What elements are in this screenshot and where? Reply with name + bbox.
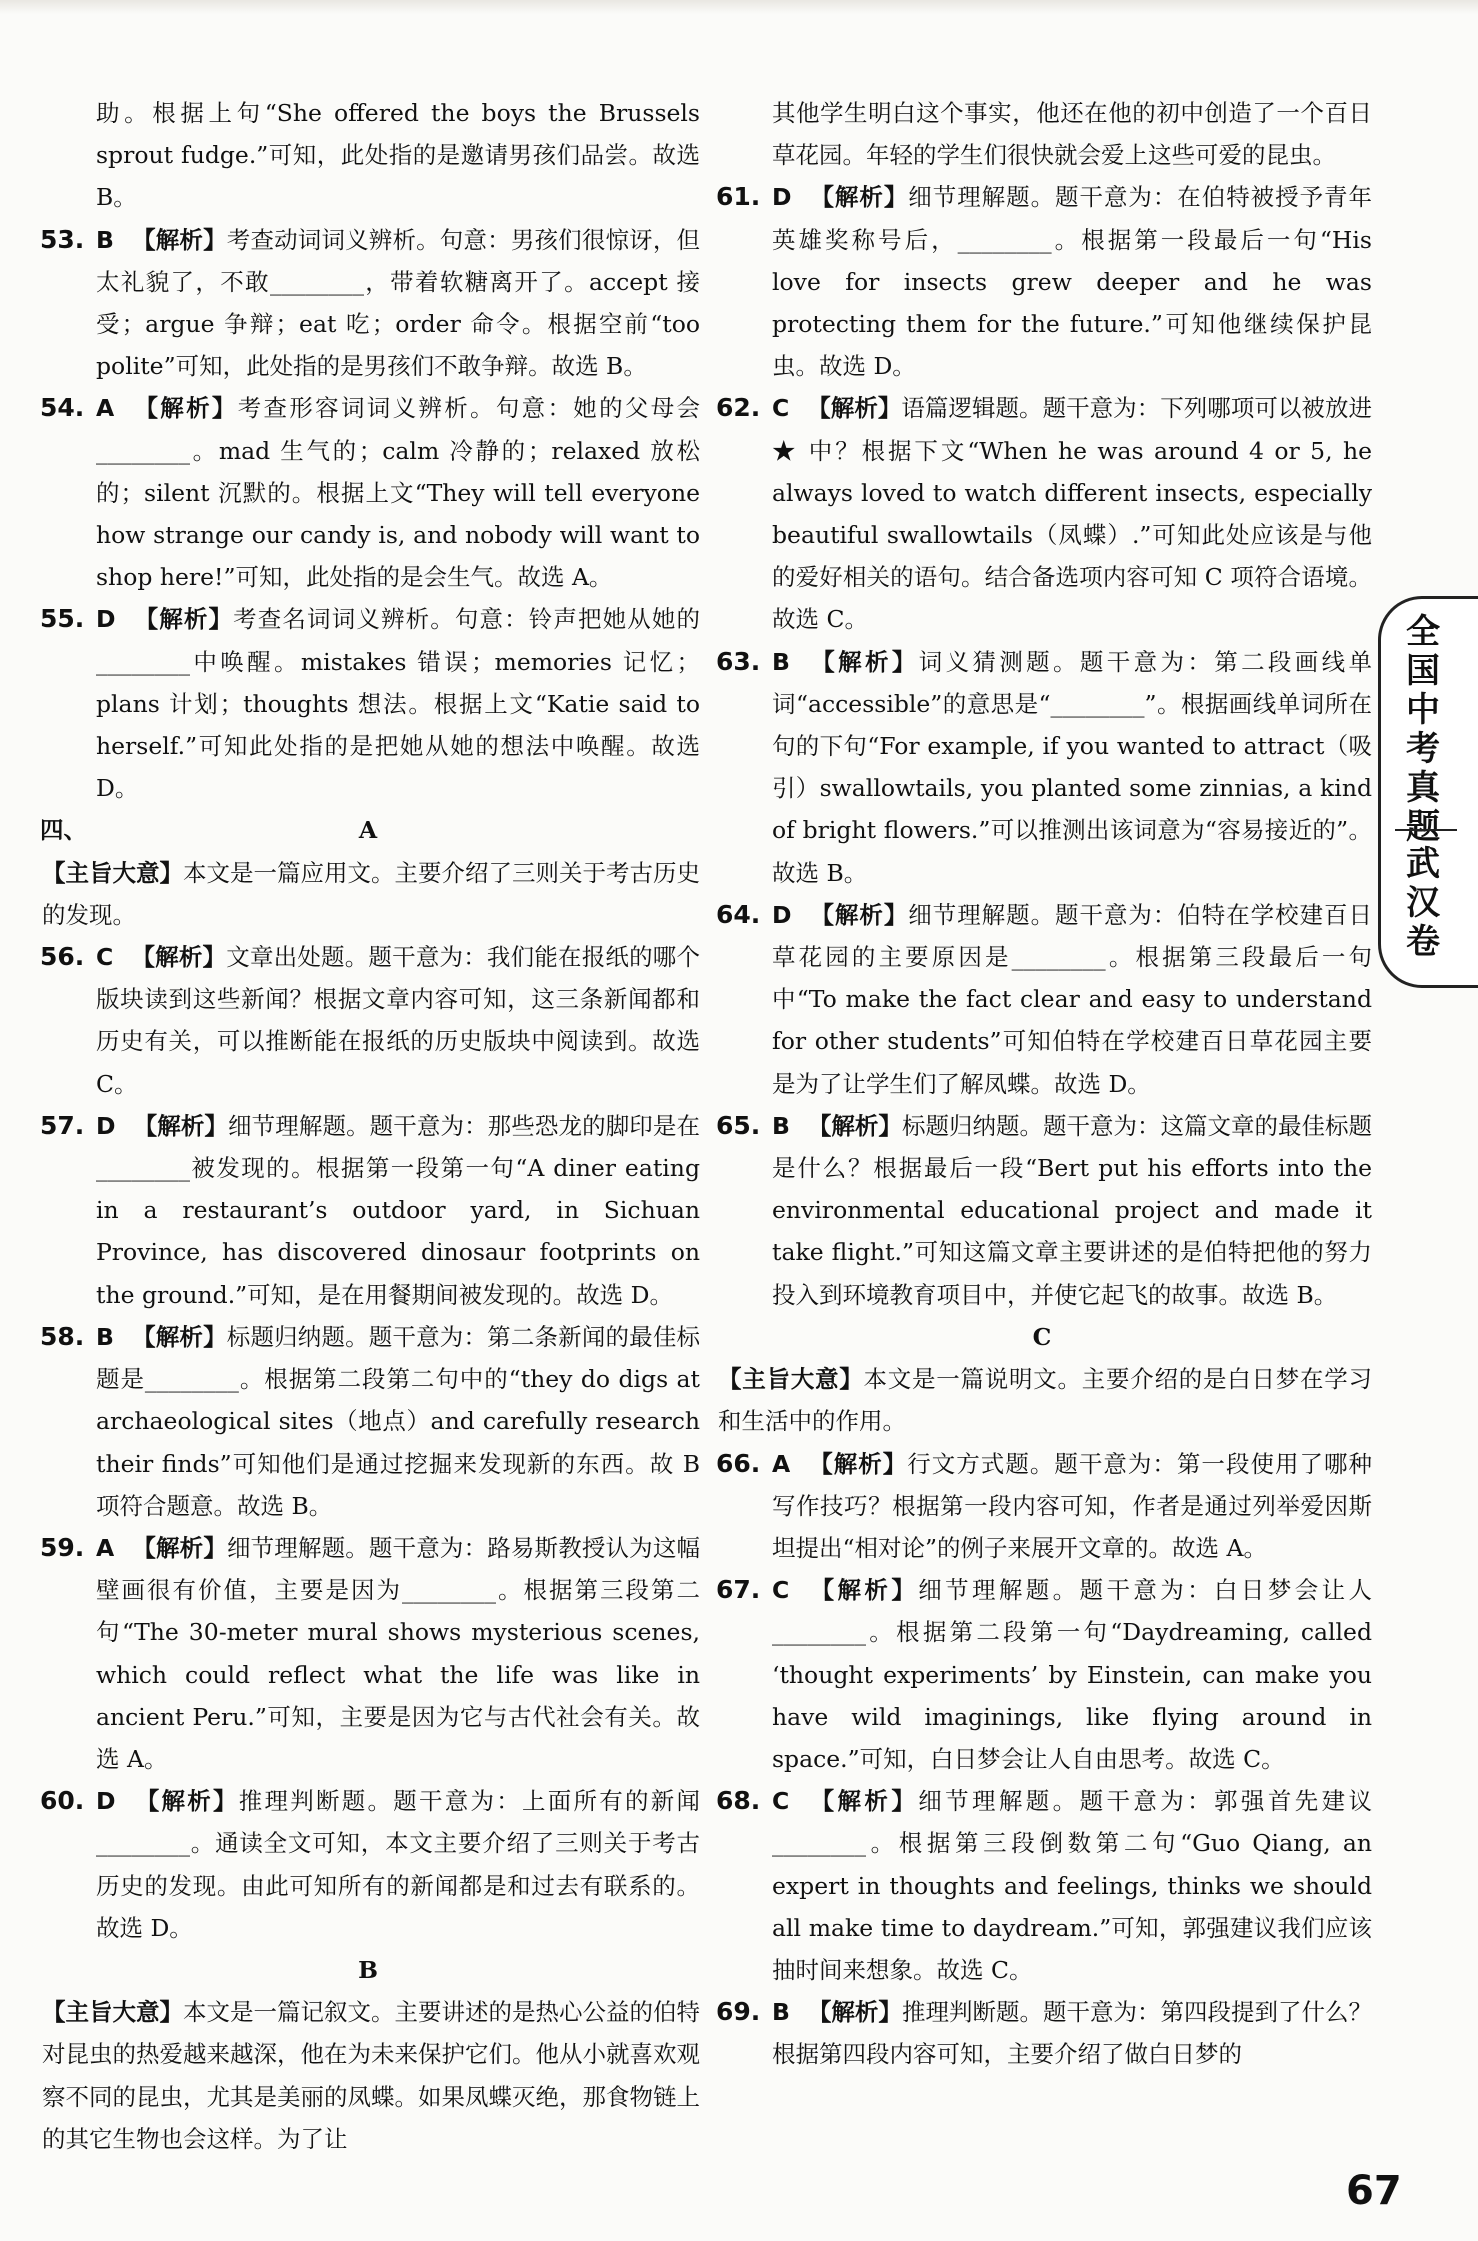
analysis-tag: 【解析】 [807,1998,902,2027]
answer-58 [36,1316,700,1527]
answer-letter: D [96,605,116,634]
question-number: 60. [40,1786,85,1816]
analysis-text: 细节理解题。题干意为：郭强首先建议________。根据第三段倒数第二句“Guo Qiang, an expert in thoughts and feelings, thinks we should all make time to daydream.”可知，郭强建议我们应该抽时间来想象。故选 C。 [772,1787,1373,1984]
answer-59 [36,1527,700,1780]
analysis-tag: 【解析】 [807,1787,919,1816]
answer-letter: D [96,1111,116,1140]
page-top-edge [0,0,1478,14]
analysis-tag: 【解析】 [807,1576,919,1605]
answer-63 [712,641,1372,894]
answer-57 [36,1105,700,1316]
analysis-tag: 【解析】 [809,183,909,212]
main-idea-text: 本文是一篇应用文。主要介绍了三则关于考古历史的发现。 [42,858,700,929]
analysis-text: 细节理解题。题干意为：伯特在学校建百日草花园的主要原因是________。根据第三段最后一句中“To make the fact clear and easy to understand for other students”可知伯特在学校建百日草花园主要是为了让学生们了解凤蝶。故选 D。 [772,900,1373,1098]
answer-letter: C [772,1576,790,1605]
answer-66 [712,1443,1372,1570]
passage-letter: A [358,816,378,845]
main-idea-tag: 【主旨大意】 [42,858,183,887]
main-idea-c [712,1358,1372,1442]
right-column [712,92,1372,2076]
main-idea-text: 本文是一篇说明文。主要介绍的是白日梦在学习和生活中的作用。 [718,1365,1372,1436]
question-number: 62. [716,393,761,423]
answer-letter: C [772,394,790,423]
analysis-tag: 【解析】 [809,900,909,929]
main-idea-tag: 【主旨大意】 [718,1365,864,1394]
answer-69 [712,1991,1372,2075]
analysis-tag: 【解析】 [807,394,902,423]
answer-64 [712,894,1372,1105]
main-idea-tag: 【主旨大意】 [42,1998,183,2027]
page-number: 67 [1346,2168,1402,2214]
answer-letter: B [772,1111,790,1140]
answer-letter: D [772,900,792,929]
analysis-tag: 【解析】 [131,1322,227,1351]
analysis-text: 考查形容词词义辨析。句意：她的父母会________。mad 生气的；calm 冷静的；relaxed 放松的；silent 沉默的。根据上文“They will tell everyone how strange our candy is, and nobody will want to shop here!”可知，此处指的是会生气。故选 A。 [96,394,701,592]
answer-53 [36,219,700,388]
analysis-text: 语篇逻辑题。题干意为：下列哪项可以被放进 ★ 中？根据下文“When he was around 4 or 5, he always loved to watch different insects, especially beautiful swallowtails（凤蝶）.”可知此处应该是与他的爱好相关的语句。结合备选项内容可知 C 项符合语境。故选 C。 [772,394,1372,634]
answer-letter: B [772,1998,790,2027]
question-number: 68. [716,1786,761,1816]
analysis-tag: 【解析】 [133,1787,239,1816]
answer-55 [36,598,700,809]
analysis-tag: 【解析】 [131,943,227,972]
question-number: 57. [40,1110,85,1140]
question-number: 65. [716,1110,761,1140]
answer-letter: D [96,1787,116,1816]
question-number: 63. [716,646,761,676]
question-number: 55. [40,604,85,634]
question-number: 54. [40,393,85,423]
analysis-text: 标题归纳题。题干意为：第二条新闻的最佳标题是________。根据第二段第二句中的“they do digs at archaeological sites（地点）and carefully research their finds”可知他们是通过挖掘来发现新的东西。故 B 项符合题意。故选 B。 [96,1322,701,1520]
answer-letter: B [96,1322,114,1351]
question-number: 53. [40,224,85,254]
answer-letter: C [96,943,114,972]
answer-letter: C [772,1787,790,1816]
analysis-text: 词义猜测题。题干意为：第二段画线单词“accessible”的意思是“________”。根据画线单词所在句的下句“For example, if you wanted to attract（吸引）swallowtails, you planted some zinnias, a kind of bright flowers.”可以推测出该词意为“容易接近的”。故选 B。 [772,647,1373,887]
answer-letter: A [772,1449,791,1478]
analysis-tag: 【解析】 [133,1111,229,1140]
answer-letter: A [96,394,115,423]
intro-continuation: 其他学生明白这个事实，他还在他的初中创造了一个百日草花园。年轻的学生们很快就会爱上这些可爱的昆虫。 [772,99,1372,170]
analysis-tag: 【解析】 [132,394,238,423]
analysis-tag: 【解析】 [807,647,919,676]
answer-letter: A [96,1533,115,1562]
question-number: 69. [716,1997,761,2027]
question-number: 58. [40,1321,85,1351]
answer-56 [36,936,700,1105]
analysis-text: 推理判断题。题干意为：第四段提到了什么？根据第四段内容可知，主要介绍了做白日梦的 [772,1998,1373,2069]
side-tab-subtitle: 武汉卷 [1406,844,1440,962]
section-side-tab [1378,596,1478,988]
analysis-text: 文章出处题。题干意为：我们能在报纸的哪个版块读到这些新闻？根据文章内容可知，这三条新闻都和历史有关，可以推断能在报纸的历史版块中阅读到。故选 C。 [96,943,701,1098]
intro-continuation: 助。根据上句“She offered the boys the Brussels sprout fudge.”可知，此处指的是邀请男孩们品尝。故选 B。 [96,99,700,212]
question-number: 61. [716,182,761,212]
answer-letter: B [96,225,114,254]
side-tab-divider [1395,829,1457,831]
analysis-tag: 【解析】 [132,1533,227,1562]
analysis-text: 细节理解题。题干意为：那些恐龙的脚印是在________被发现的。根据第一段第一句“A diner eating in a restaurant’s outdoor yard, in Sichuan Province, has discovered dinosaur footprints on the ground.”可知，是在用餐期间被发现的。故选 D。 [96,1111,701,1309]
analysis-text: 考查名词词义辨析。句意：铃声把她从她的________中唤醒。mistakes 错误；memories 记忆；plans 计划；thoughts 想法。根据上文“Katie said to herself.”可知此处指的是把她从她的想法中唤醒。故选 D。 [96,605,701,803]
analysis-text: 细节理解题。题干意为：在伯特被授予青年英雄奖称号后，________。根据第一段最后一句“His love for insects grew deeper and he was protecting them for the future.”可知他继续保护昆虫。故选 D。 [772,183,1373,381]
analysis-tag: 【解析】 [133,605,234,634]
answer-61 [712,176,1372,387]
answer-54 [36,387,700,598]
answer-65 [712,1105,1372,1316]
analysis-text: 标题归纳题。题干意为：这篇文章的最佳标题是什么？根据最后一段“Bert put his efforts into the environmental educational project and made it take flight.”可知这篇文章主要讲述的是伯特把他的努力投入到环境教育项目中，并使它起飞的故事。故选 B。 [772,1111,1373,1309]
question-number: 67. [716,1575,761,1605]
passage-letter-b: B [358,1955,378,1984]
analysis-text: 细节理解题。题干意为：路易斯教授认为这幅壁画很有价值，主要是因为________。根据第三段第二句“The 30-meter mural shows mysterious scenes, which could reflect what the life was like in ancient Peru.”可知，主要是因为它与古代社会有关。故选 A。 [96,1533,701,1773]
side-tab-title: 全国中考真题 [1406,612,1440,847]
answer-letter: B [772,647,790,676]
analysis-tag: 【解析】 [808,1449,908,1478]
answer-68 [712,1780,1372,1991]
analysis-tag: 【解析】 [807,1111,902,1140]
passage-letter-c: C [1032,1322,1052,1351]
analysis-text: 细节理解题。题干意为：白日梦会让人________。根据第二段第一句“Daydreaming, called ‘thought experiments’ by Einstein, can make you have wild imaginings, like flying around in space.”可知，白日梦会让人自由思考。故选 C。 [772,1576,1373,1773]
answer-letter: D [772,183,792,212]
analysis-text: 考查动词词义辨析。句意：男孩们很惊讶，但太礼貌了，不敢________，带着软糖离开了。accept 接受；argue 争辩；eat 吃；order 命令。根据空前“too polite”可知，此处指的是男孩们不敢争辩。故选 B。 [96,225,701,381]
main-idea-b [36,1991,700,2160]
answer-67 [712,1569,1372,1780]
question-number: 66. [716,1448,761,1478]
answer-62 [712,387,1372,640]
section-heading [36,809,700,851]
main-idea-text: 本文是一篇记叙文。主要讲述的是热心公益的伯特对昆虫的热爱越来越深，他在为未来保护它们。他从小就喜欢观察不同的昆虫，尤其是美丽的凤蝶。如果凤蝶灭绝，那食物链上的其它生物也会这样。为了让 [42,1998,700,2153]
analysis-text: 行文方式题。题干意为：第一段使用了哪种写作技巧？根据第一段内容可知，作者是通过列举爱因斯坦提出“相对论”的例子来展开文章的。故选 A。 [772,1449,1373,1562]
answer-60 [36,1780,700,1949]
main-idea-a [36,852,700,936]
question-number: 59. [40,1532,85,1562]
question-number: 64. [716,899,761,929]
section-label: 四、 [40,816,87,845]
question-number: 56. [40,942,85,972]
left-column [36,92,700,2160]
analysis-tag: 【解析】 [131,225,227,254]
analysis-text: 推理判断题。题干意为：上面所有的新闻________。通读全文可知，本文主要介绍了三则关于考古历史的发现。由此可知所有的新闻都是和过去有联系的。故选 D。 [96,1787,701,1942]
